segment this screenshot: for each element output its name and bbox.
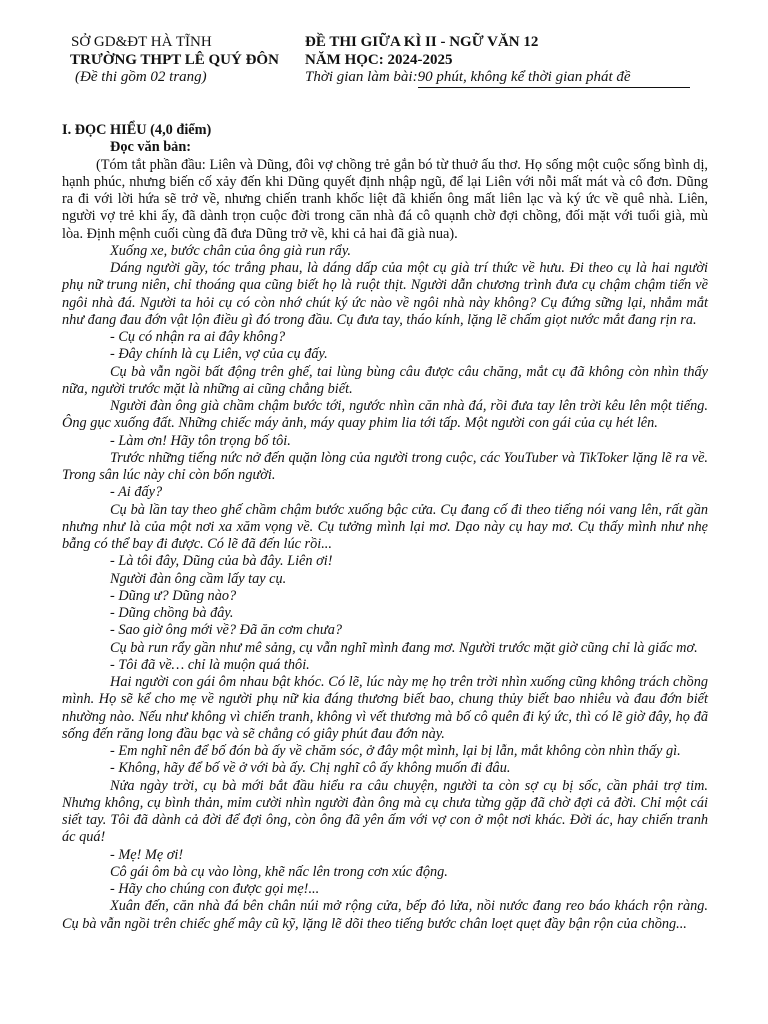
story-paragraph: Cô gái ôm bà cụ vào lòng, khẽ nấc lên trong cơn xúc động. (110, 863, 448, 880)
school-name: TRƯỜNG THPT LÊ QUÝ ĐÔN (70, 51, 279, 68)
story-paragraph: Người đàn ông cầm lấy tay cụ. (110, 570, 287, 587)
department-name: SỞ GD&ĐT HÀ TĨNH (71, 34, 212, 50)
story-paragraph: - Sao giờ ông mới về? Đã ăn cơm chưa? (110, 622, 342, 639)
section-title: I. ĐỌC HIỂU (4,0 điểm) (62, 122, 212, 138)
story-paragraph: Hai người con gái ôm nhau bật khóc. Có lẽ, lúc này mẹ họ trên trời nhìn xuống cũng không trách chồng mình. Họ sẽ kể cho mẹ về người phụ nữ kia đáng thương biết bao, chung thủy biết bao nhiêu và đau đớn biết nhường nào. Nếu như không vì chiến tranh, không vì vết thương mà bố cô quên đi ký ức, thì có lẽ giờ đây, họ đã sống đến răng long đầu bạc và sẽ chẳng có giây phút đau đớn này. (62, 674, 708, 742)
story-paragraph: Xuống xe, bước chân của ông già run rẩy. (110, 242, 351, 259)
story-paragraph: Cụ bà lần tay theo ghế chầm chậm bước xuống bậc cửa. Cụ đang cố đi theo tiếng nói vang lên, rất gần nhưng như là của một nơi xa xăm vọng về. Cụ tưởng mình lại mơ. Dạo này cụ hay mơ. Cụ thấy mình như nhẹ bẫng có thể bay đi được. Có lẽ đã đến lúc rồi... (62, 501, 708, 552)
exam-title: ĐỀ THI GIỮA KÌ II - NGỮ VĂN 12 (305, 34, 539, 50)
story-paragraph: - Đây chính là cụ Liên, vợ của cụ đấy. (110, 346, 328, 363)
exam-body (62, 122, 708, 933)
time-allowed (305, 69, 690, 88)
story-paragraph: - Hãy cho chúng con được gọi mẹ!... (110, 881, 320, 897)
story-paragraph: - Em nghĩ nên để bố đón bà ấy về chăm sóc, ở đây một mình, lại bị lẫn, mắt không còn nhìn thấy gì. (110, 743, 681, 759)
header-right (305, 34, 690, 88)
story-paragraph: - Dũng ư? Dũng nào? (110, 587, 237, 604)
story-paragraph: Cụ bà vẫn ngồi bất động trên ghế, tai lùng bùng câu được câu chăng, mắt cụ đã không còn nhìn thấy nữa, người trước mặt là những ai cũng chẳng biết. (62, 363, 708, 397)
time-value: 90 phút, không kể thời gian phát đề (418, 69, 690, 88)
story-paragraph: - Dũng chồng bà đây. (110, 605, 234, 621)
story-paragraph: - Ai đấy? (110, 484, 163, 501)
story-paragraph: Nửa ngày trời, cụ bà mới bắt đầu hiểu ra câu chuyện, người ta còn sợ cụ bị sốc, cần phải trợ tim. Nhưng không, cụ bình thản, mỉm cười nhìn người đàn ông mà cụ chưa từng gặp đã chờ đợi cả đời. Chỉ một cái siết tay. Tôi đã dành cả đời để đợi ông, còn ông đã yên ấm với vợ con ở một nơi khác. Đời ác, hay chiến tranh ác quá! (62, 777, 708, 846)
story-paragraph: - Cụ có nhận ra ai đây không? (110, 329, 286, 345)
story-paragraph: Trước những tiếng nức nở đến quặn lòng của người trong cuộc, các YouTuber và TikToker lặng lẽ ra về. Trong sân lúc này chỉ còn bốn người. (62, 449, 708, 483)
story-paragraph: Xuân đến, căn nhà đá bên chân núi mở rộng cửa, bếp đỏ lửa, nồi nước đang reo báo khách rộn ràng. Cụ bà vẫn ngồi trên chiếc ghế mây cũ kỹ, lặng lẽ dõi theo tiếng bước chân loẹt quẹt đầy bận rộn của chồng... (62, 898, 708, 932)
story-paragraph: - Là tôi đây, Dũng của bà đây. Liên ơi! (110, 553, 333, 570)
story-summary: (Tóm tắt phần đầu: Liên và Dũng, đôi vợ chồng trẻ gắn bó từ thuở ấu thơ. Họ sống một cuộc sống bình dị, hạnh phúc, nhưng biến cố xảy đến khi Dũng quyết định nhập ngũ, để lại Liên với nỗi mất mát và cô đơn. Dũng ra đi với lời hứa sẽ trở về, nhưng chiến tranh khốc liệt đã khiến ông mất liên lạc và ký ức về quê nhà. Liên, người vợ trẻ khi ấy, đã dành trọn cuộc đời trong căn nhà đá cô quạnh chờ đợi chồng, đối mặt với tuổi già, mù lòa. Định mệnh cuối cùng đã đưa Dũng trở về, khi cả hai đã già nua). (62, 156, 708, 242)
read-label: Đọc văn bản: (110, 139, 192, 156)
header-left (70, 34, 279, 87)
story-text (62, 243, 708, 933)
time-label: Thời gian làm bài: (305, 69, 418, 85)
page-count-note: (Đề thi gồm 02 trang) (75, 69, 207, 85)
story-paragraph: Cụ bà run rẩy gần như mê sảng, cụ vẫn nghĩ mình đang mơ. Người trước mặt giờ cũng chỉ là giấc mơ. (110, 639, 698, 656)
story-paragraph: - Không, hãy để bố về ở với bà ấy. Chị nghĩ cô ấy không muốn đi đâu. (110, 760, 511, 777)
story-paragraph: - Làm ơn! Hãy tôn trọng bố tôi. (110, 432, 291, 449)
story-paragraph: - Tôi đã về… chỉ là muộn quá thôi. (110, 656, 310, 673)
school-year: NĂM HỌC: 2024-2025 (305, 51, 453, 68)
story-paragraph: Người đàn ông già chầm chậm bước tới, ngước nhìn căn nhà đá, rồi đưa tay lên trời kêu lên một tiếng. Ông gục xuống đất. Những chiếc máy ảnh, máy quay phim lia tới tấp. Một người con gái của cụ hét lên. (62, 398, 708, 432)
story-paragraph: Dáng người gầy, tóc trắng phau, là dáng dấp của một cụ già trí thức về hưu. Đi theo cụ là hai người phụ nữ trung niên, chỉ thoáng qua cũng biết họ là ruột thịt. Người dẫn chương trình đưa cụ chậm chậm tiến về ngôi nhà đá. Người ta hỏi cụ có còn nhớ chút ký ức nào về ngôi nhà này không? Cụ đứng sững lại, nhắm mắt như đang đau đớn vật lộn điều gì đó trong đầu. Cụ đưa tay, tháo kính, lặng lẽ chấm giọt nước mắt đang rịn ra. (62, 260, 708, 328)
story-paragraph: - Mẹ! Mẹ ơi! (110, 846, 184, 863)
